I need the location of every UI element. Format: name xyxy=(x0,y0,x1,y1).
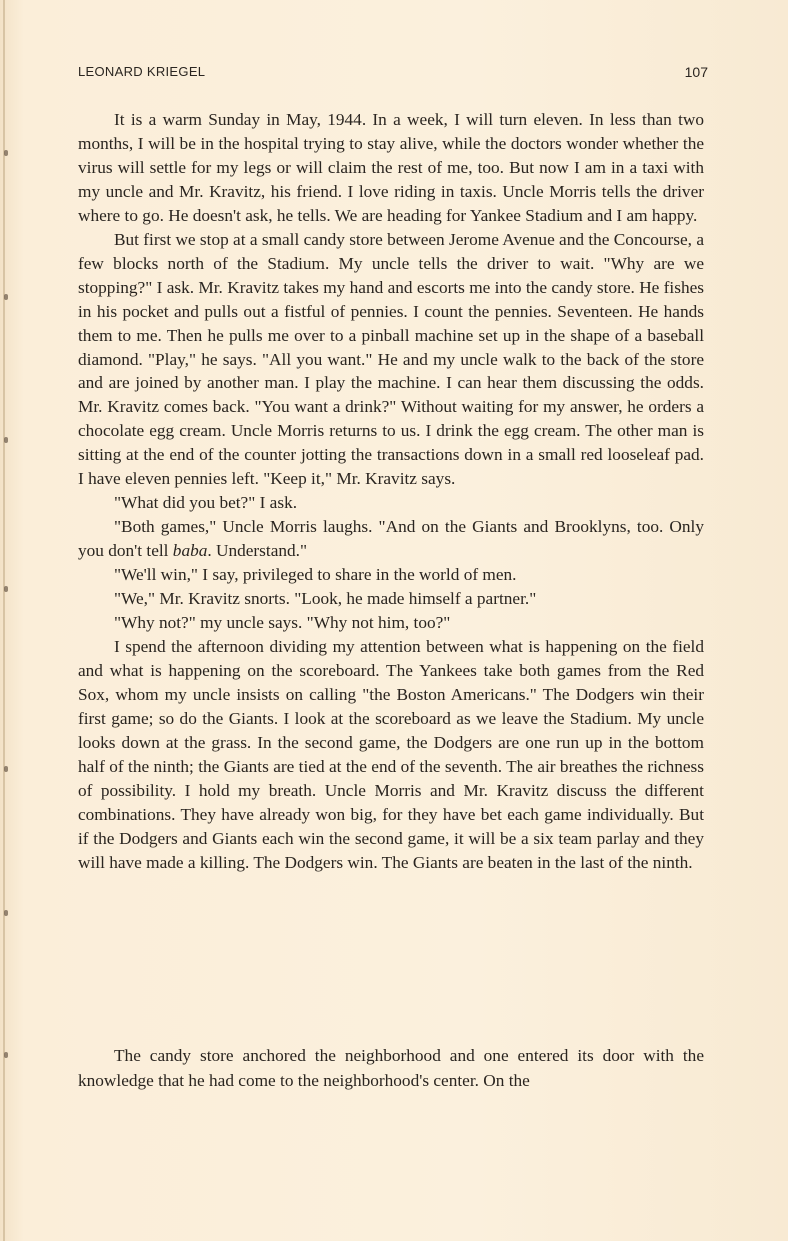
section-text xyxy=(78,1044,704,1093)
italic-word: baba xyxy=(172,541,208,561)
paragraph: "Why not?" my uncle says. "Why not him, too?" xyxy=(114,613,451,633)
paragraph: But first we stop at a small candy store between Jerome Avenue and the Concourse, a few blocks north of the Stadium. My uncle tells the driver to wait. "Why are we stopping?" I ask. Mr. Kravitz takes my hand and escorts me into the candy store. He fishes in his pocket and pulls out a fistful of pennies. I count the pennies. Seventeen. He hands them to me. Then he pulls me over to a pinball machine set up in the shape of a baseball diamond. "Play," he says. "All you want." He and my uncle walk to the back of the store and are joined by another man. I play the machine. I can hear them discussing the odds. Mr. Kravitz comes back. "You want a drink?" Without waiting for my answer, he orders a chocolate egg cream. Uncle Morris returns to us. I drink the egg cream. The other man is sitting at the end of the counter jotting the transactions down in a small red looseleaf pad. I have eleven pennies left. "Keep it," Mr. Kravitz says. xyxy=(78,229,704,489)
margin-mark xyxy=(4,1052,8,1058)
paragraph xyxy=(78,515,704,563)
margin-mark xyxy=(4,294,8,300)
paragraph: "We," Mr. Kravitz snorts. "Look, he made himself a partner." xyxy=(114,589,537,609)
margin-mark xyxy=(4,586,8,592)
paragraph: "What did you bet?" I ask. xyxy=(114,493,298,513)
paragraph: The candy store anchored the neighborhood and one entered its door with the knowledge that he had come to the neighborhood's center. On the xyxy=(78,1046,704,1090)
paragraph: It is a warm Sunday in May, 1944. In a week, I will turn eleven. In less than two months, I will be in the hospital trying to stay alive, while the doctors wonder whether the virus will settle for my legs or will claim the rest of me, too. But now I am in a taxi with my uncle and Mr. Kravitz, his friend. I love riding in taxis. Uncle Morris tells the driver where to go. He doesn't ask, he tells. We are heading for Yankee Stadium and I am happy. xyxy=(78,110,704,225)
margin-mark xyxy=(4,910,8,916)
running-head xyxy=(78,64,708,86)
margin-mark xyxy=(4,150,8,156)
paragraph-text: "Both games," Uncle Morris laughs. "And on the Giants and Brooklyns, too. Only you don't tell xyxy=(78,517,704,561)
paragraph: I spend the afternoon dividing my attention between what is happening on the field and what is happening on the scoreboard. The Yankees take both games from the Red Sox, whom my uncle insists on calling "the Boston Americans." The Dodgers win their first game; so do the Giants. I look at the scoreboard as we leave the Stadium. My uncle looks down at the grass. In the second game, the Dodgers are one run up in the bottom half of the ninth; the Giants are tied at the end of the seventh. The air breathes the richness of possibility. I hold my breath. Uncle Morris and Mr. Kravitz discuss the different combinations. They have already won big, for they have bet each game individually. But if the Dodgers and Giants each win the second game, it will be a six team parlay and they will have made a killing. The Dodgers win. The Giants are beaten in the last of the ninth. xyxy=(78,636,704,872)
paragraph: "We'll win," I say, privileged to share in the world of men. xyxy=(114,565,517,585)
margin-mark xyxy=(4,766,8,772)
margin-mark xyxy=(4,437,8,443)
page-number: 107 xyxy=(684,64,708,80)
paragraph-text: . Understand." xyxy=(207,541,308,561)
author-header: LEONARD KRIEGEL xyxy=(78,64,206,79)
body-text xyxy=(78,108,704,875)
